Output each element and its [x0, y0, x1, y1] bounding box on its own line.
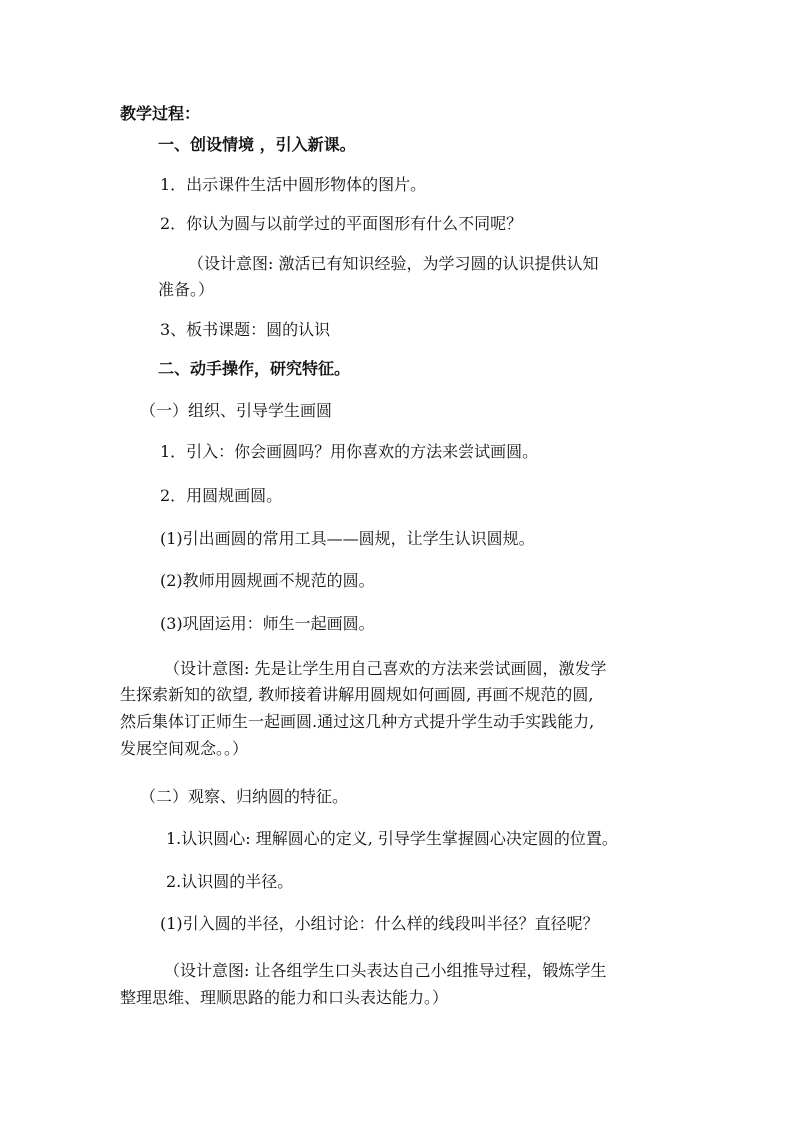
- item-1-2: 2．你认为圆与以前学过的平面图形有什么不同呢？: [160, 214, 523, 233]
- section-1-title: 一、创设情境 ，引入新课。: [158, 135, 356, 154]
- item-1-1: 1．出示课件生活中圆形物体的图片。: [160, 175, 427, 194]
- heading: 教学过程：: [120, 104, 201, 123]
- design-note-2-line-2: 生探索新知的欲望, 教师接着讲解用圆规如何画圆, 再画不规范的圆,: [120, 685, 594, 704]
- subsection-1-item-2-b: (2)教师用圆规画不规范的圆。: [160, 571, 375, 590]
- item-1-3: 3、板书课题：圆的认识: [160, 320, 331, 339]
- subsection-2-item-1: 1.认识圆心: 理解圆心的定义, 引导学生掌握圆心决定圆的位置。: [166, 829, 618, 848]
- subsection-1-item-2: 2．用圆规画圆。: [160, 486, 283, 505]
- subsection-2-item-2-a: (1)引入圆的半径，小组讨论：什么样的线段叫半径？直径呢？: [160, 914, 599, 933]
- design-note-2-line-4: 发展空间观念。。）: [120, 739, 249, 758]
- section-2-title: 二、动手操作，研究特征。: [158, 359, 351, 378]
- design-note-1-line-2: 准备。）: [158, 280, 215, 299]
- design-note-2-line-3: 然后集体订正师生一起画圆.通过这几种方式提升学生动手实践能力,: [120, 712, 595, 731]
- design-note-3-line-1: （设计意图: 让各组学生口头表达自己小组推导过程，锻炼学生: [164, 961, 607, 980]
- subsection-1-item-2-a: (1)引出画圆的常用工具——圆规，让学生认识圆规。: [160, 529, 535, 548]
- design-note-2-line-1: （设计意图: 先是让学生用自己喜欢的方法来尝试画圆，激发学: [164, 659, 607, 678]
- subsection-2-title: （二）观察、归纳圆的特征。: [140, 787, 349, 806]
- subsection-1-item-2-c: (3)巩固运用：师生一起画圆。: [160, 614, 375, 633]
- subsection-1-item-1: 1．引入：你会画圆吗？用你喜欢的方法来尝试画圆。: [160, 442, 539, 461]
- design-note-3-line-2: 整理思维、理顺思路的能力和口头表达能力。）: [120, 988, 449, 1007]
- subsection-1-title: （一）组织、引导学生画圆: [140, 401, 333, 420]
- subsection-2-item-2: 2.认识圆的半径。: [166, 872, 294, 891]
- design-note-1-line-1: （设计意图: 激活已有知识经验，为学习圆的认识提供认知: [188, 254, 599, 273]
